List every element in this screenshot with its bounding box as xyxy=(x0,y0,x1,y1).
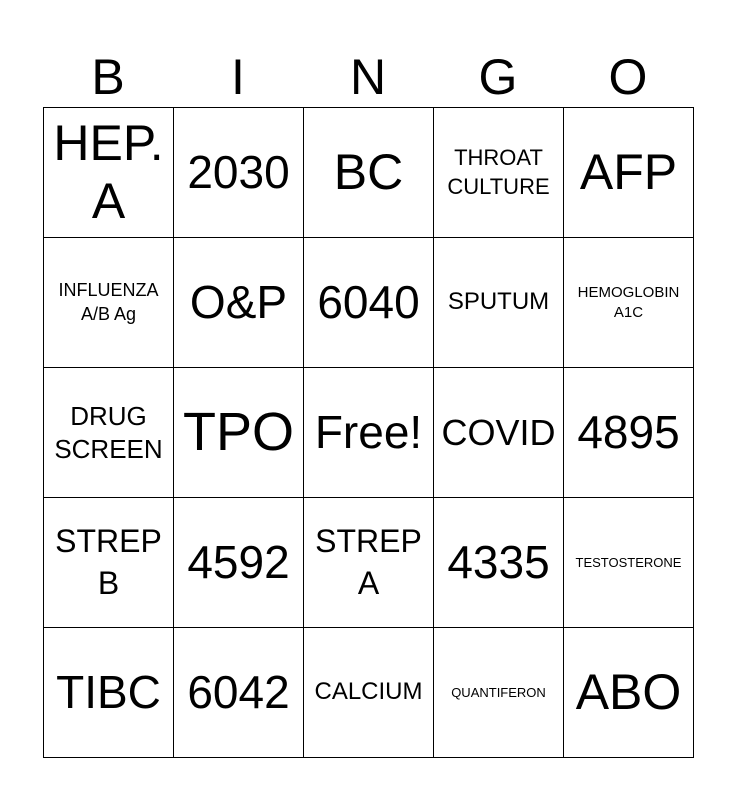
cell-text: QUANTIFERON xyxy=(451,684,546,700)
bingo-cell[interactable] xyxy=(174,498,304,628)
cell-text: TPO xyxy=(182,401,294,462)
header-letter-i: I xyxy=(231,49,245,105)
bingo-cell[interactable] xyxy=(44,368,174,498)
cell-text: ABO xyxy=(575,663,682,720)
cell-text: O&P xyxy=(189,276,288,329)
bingo-cell[interactable] xyxy=(304,628,434,758)
cell-text: BC xyxy=(333,143,404,200)
header-letter-n: N xyxy=(349,49,387,105)
cell-text: 6040 xyxy=(317,276,420,329)
header-letter-o: O xyxy=(608,49,648,105)
bingo-cell[interactable] xyxy=(434,108,564,238)
bingo-cell[interactable] xyxy=(174,368,304,498)
bingo-cell[interactable] xyxy=(44,238,174,368)
bingo-cell[interactable] xyxy=(434,368,564,498)
cell-text: STREP B xyxy=(55,522,162,601)
bingo-cell[interactable] xyxy=(434,498,564,628)
cell-text: TESTOSTERONE xyxy=(575,554,682,570)
cell-text: AFP xyxy=(579,143,678,200)
cell-text: TIBC xyxy=(56,666,161,719)
cell-text: 4335 xyxy=(447,536,550,589)
cell-text: 4592 xyxy=(187,536,290,589)
bingo-cell[interactable] xyxy=(304,498,434,628)
cell-text: 4895 xyxy=(577,406,680,459)
bingo-cell[interactable] xyxy=(44,108,174,238)
cell-text: 2030 xyxy=(187,146,290,199)
bingo-cell[interactable] xyxy=(564,238,694,368)
bingo-cell[interactable] xyxy=(304,238,434,368)
bingo-cell[interactable] xyxy=(434,628,564,758)
bingo-cell[interactable] xyxy=(564,628,694,758)
bingo-cell[interactable] xyxy=(174,108,304,238)
cell-text: 6042 xyxy=(187,666,290,719)
header-letter-b: B xyxy=(91,49,125,105)
bingo-header xyxy=(43,46,693,108)
bingo-board xyxy=(43,107,694,758)
bingo-cell[interactable] xyxy=(44,628,174,758)
cell-text: DRUG SCREEN xyxy=(54,401,163,464)
bingo-cell[interactable] xyxy=(44,498,174,628)
cell-text: THROAT CULTURE xyxy=(447,144,550,199)
free-space[interactable] xyxy=(304,368,434,498)
free-space-text: Free! xyxy=(314,406,423,459)
bingo-cell[interactable] xyxy=(434,238,564,368)
bingo-cell[interactable] xyxy=(564,108,694,238)
bingo-cell[interactable] xyxy=(174,628,304,758)
cell-text: CALCIUM xyxy=(314,678,423,706)
cell-text: HEP. A xyxy=(53,115,164,229)
header-letter-g: G xyxy=(478,49,518,105)
cell-text: HEMOGLOBIN A1C xyxy=(577,284,680,321)
cell-text: INFLUENZA A/B Ag xyxy=(58,280,159,324)
bingo-cell[interactable] xyxy=(174,238,304,368)
bingo-cell[interactable] xyxy=(564,368,694,498)
bingo-cell[interactable] xyxy=(304,108,434,238)
cell-text: COVID xyxy=(441,411,556,453)
bingo-cell[interactable] xyxy=(564,498,694,628)
cell-text: SPUTUM xyxy=(447,288,550,316)
cell-text: STREP A xyxy=(315,522,422,601)
